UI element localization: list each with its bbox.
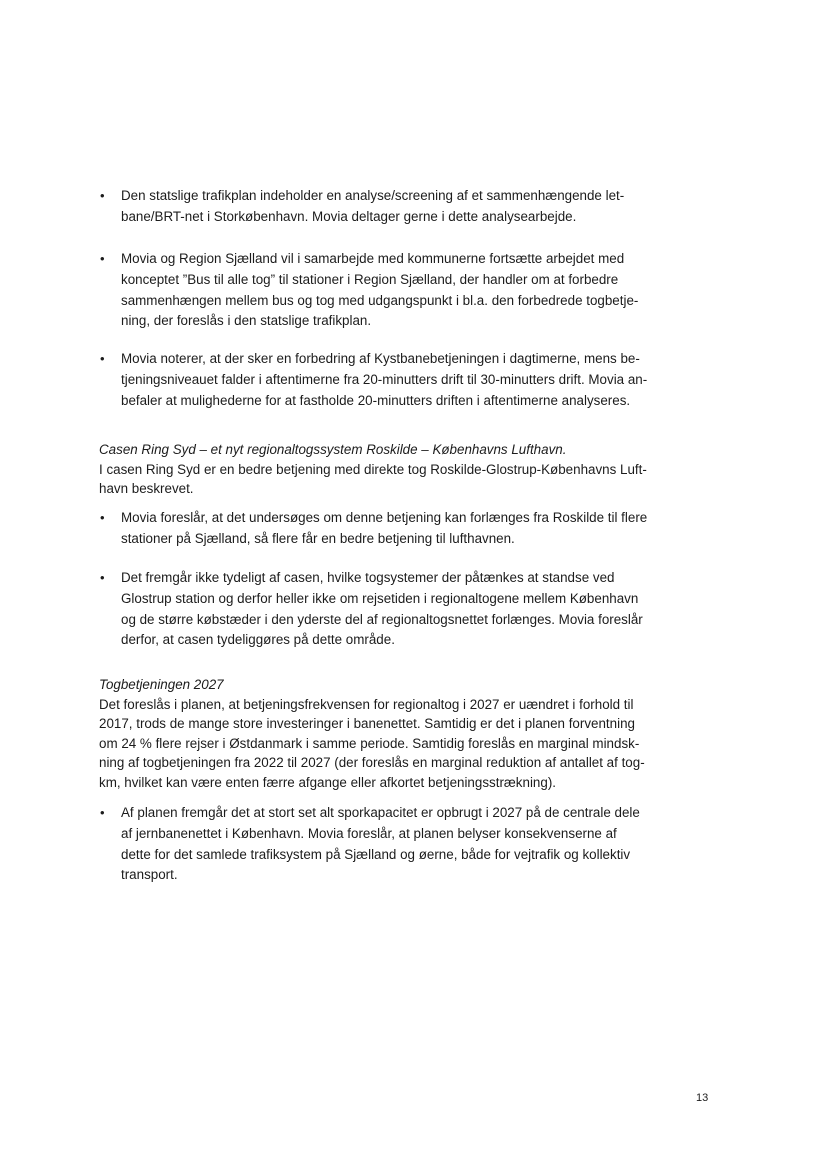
bullet-item [100, 349, 660, 411]
page-number: 13 [696, 1092, 709, 1104]
bullet-text [121, 508, 660, 550]
bullet-icon: • [100, 251, 105, 266]
text-line: tjeningsniveauet falder i aftentimerne fra 20-minutters drift til 30-minutters drift. Movia an- [121, 371, 648, 387]
text-line: Det foreslås i planen, at betjeningsfrekvensen for regionaltog i 2027 er uændret i forhold til [99, 696, 634, 712]
text-line: transport. [121, 867, 178, 883]
section-togbetjening [99, 675, 669, 792]
text-line: Movia og Region Sjælland vil i samarbejde med kommunerne fortsætte arbejdet med [121, 251, 625, 266]
text-line: om 24 % flere rejser i Østdanmark i samme periode. Samtidig foreslås en marginal mindsk- [99, 735, 640, 751]
bullet-icon: • [100, 570, 105, 585]
bullet-icon: • [100, 188, 105, 203]
text-line: Glostrup station og derfor heller ikke om rejsetiden i regionaltogene mellem København [121, 590, 639, 606]
text-line: ning af togbetjeningen fra 2022 til 2027 (der foreslås en marginal reduktion af antallet af tog- [99, 755, 645, 770]
text-line: konceptet ”Bus til alle tog” til stationer i Region Sjælland, der handler om at forbedre [121, 271, 619, 287]
text-line: stationer på Sjælland, så flere får en bedre betjening til lufthavnen. [121, 530, 515, 546]
section-heading: Casen Ring Syd – et nyt regionaltogssystem Roskilde – Københavns Lufthavn. [99, 442, 567, 457]
text-line: og de større købstæder i den yderste del af regionaltogsnettet forlænges. Movia foreslår [121, 611, 643, 627]
text-line: Den statslige trafikplan indeholder en analyse/screening af et sammenhængende let- [121, 188, 625, 203]
bullet-item [100, 249, 660, 332]
bullet-icon: • [100, 510, 105, 525]
text-line: bane/BRT-net i Storkøbenhavn. Movia deltager gerne i dette analysearbejde. [121, 208, 577, 224]
text-line: befaler at mulighederne for at fastholde 20-minutters driften i aftentimerne analyseres. [121, 392, 631, 408]
text-line: Af planen fremgår det at stort set alt sporkapacitet er opbrugt i 2027 på de centrale dele [121, 805, 640, 820]
text-line: derfor, at casen tydeliggøres på dette område. [121, 632, 395, 648]
text-line: sammenhængen mellem bus og tog med udgangspunkt i bl.a. den forbedrede togbetje- [121, 292, 639, 308]
bullet-icon: • [100, 351, 105, 366]
text-line: af jernbanenettet i København. Movia foreslår, at planen belyser konsekvenserne af [121, 825, 617, 841]
text-line: Movia foreslår, at det undersøges om denne betjening kan forlænges fra Roskilde til flere [121, 510, 648, 525]
bullet-text [121, 186, 660, 228]
text-line: dette for det samlede trafiksystem på Sjælland og øerne, både for vejtrafik og kollektiv [121, 846, 631, 862]
bullet-text [121, 803, 660, 886]
text-line: km, hvilket kan være enten færre afgange eller afkortet betjeningsstrækning). [99, 774, 556, 790]
bullet-item [100, 803, 660, 886]
bullet-icon: • [100, 805, 105, 820]
bullet-item [100, 186, 660, 228]
bullet-text [121, 568, 660, 651]
text-line: havn beskrevet. [99, 481, 194, 496]
text-line: I casen Ring Syd er en bedre betjening med direkte tog Roskilde-Glostrup-Københavns Luft- [99, 461, 647, 477]
section-ring-syd [99, 440, 669, 499]
text-line: Det fremgår ikke tydeligt af casen, hvilke togsystemer der påtænkes at standse ved [121, 570, 615, 585]
bullet-text [121, 349, 660, 411]
bullet-item [100, 508, 660, 550]
text-line: ning, der foreslås i den statslige trafikplan. [121, 313, 372, 329]
text-line: 2017, trods de mange store investeringer i banenettet. Samtidig er det i planen forventning [99, 716, 635, 731]
bullet-item [100, 568, 660, 651]
bullet-text [121, 249, 660, 332]
section-heading: Togbetjeningen 2027 [99, 677, 224, 692]
text-line: Movia noterer, at der sker en forbedring af Kystbanebetjeningen i dagtimerne, mens be- [121, 351, 640, 366]
